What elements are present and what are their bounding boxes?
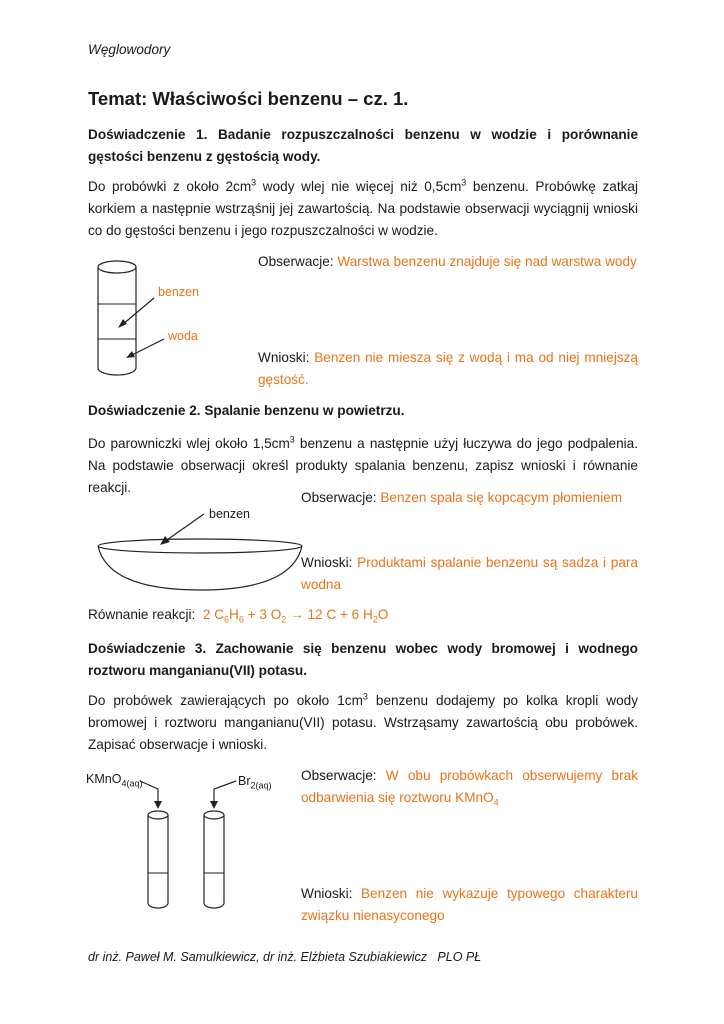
eq-c1: 2 C: [202, 607, 225, 622]
exp2-conclusion: [301, 552, 638, 596]
eq-s4: 2: [372, 614, 378, 625]
eq-c4: 12 C + 6 H: [303, 607, 373, 622]
exp3-text-a: Do probówek zawierających po około 1cm: [88, 693, 363, 708]
reaction-equation: [88, 604, 638, 626]
exp1-instructions: [88, 176, 638, 242]
exp3-concl-label: Wnioski:: [301, 886, 353, 901]
equation-label: Równanie reakcji:: [88, 607, 196, 622]
exp3-heading: Doświadczenie 3. Zachowanie się benzenu wobec wody bromowej i wodnego roztworu manganianu(VII) potasu.: [88, 641, 638, 678]
tube-right-rim: [204, 811, 224, 819]
exp2-concl-label: Wnioski:: [301, 555, 353, 570]
exp1-text-b: wody wlej nie więcej niż 0,5cm: [256, 179, 462, 194]
arrow-woda-head: [126, 351, 135, 358]
exp3-sup: 3: [362, 691, 368, 702]
exp1-concl-label: Wnioski:: [258, 350, 310, 365]
exp1-sup1: 3: [251, 177, 257, 188]
exp3-obs-value: W obu probówkach obserwujemy brak odbarwienia się roztworu KMnO: [301, 768, 638, 805]
two-test-tubes-figure: [130, 775, 270, 930]
exp1-concl-value: Benzen nie miesza się z wodą i ma od niej mniejszą gęstość.: [258, 350, 638, 387]
exp2-sup: 3: [289, 434, 295, 445]
exp3-conclusion: [301, 883, 638, 927]
page-title: Temat: Właściwości benzenu – cz. 1.: [88, 88, 409, 109]
exp3-concl-value: Benzen nie wykazuje typowego charakteru związku nienasyconego: [301, 886, 638, 923]
exp1-obs-label: Obserwacje:: [258, 254, 334, 269]
label-benzen: benzen: [158, 285, 200, 299]
exp1-obs-value: Warstwa benzenu znajduje się nad warstwa wody: [337, 254, 637, 269]
exp2-obs-label: Obserwacje:: [301, 490, 377, 505]
exp1-heading: Doświadczenie 1. Badanie rozpuszczalności benzenu w wodzie i porównanie gęstości benzenu z gęstością wody.: [88, 127, 638, 164]
exp3-instructions: [88, 690, 638, 756]
dish-rim: [98, 539, 302, 553]
tube-right-body: [204, 815, 224, 908]
eq-c5: O: [377, 607, 389, 622]
tube-left-rim: [148, 811, 168, 819]
label-br2-sub: 2(aq): [250, 780, 272, 791]
arrow-benzen: [122, 298, 154, 325]
exp2-text-a: Do parowniczki wlej około 1,5cm: [88, 436, 290, 451]
eq-c3: + 3 O: [243, 607, 282, 622]
eq-s2: 6: [238, 614, 244, 625]
exp3-observation: [301, 765, 638, 809]
test-tube-body: [98, 267, 136, 375]
exp1-text-c: benzenu. Probówkę zatkaj korkiem a następnie wstrząśnij jej zawartością. Na podstawie obserwacji wyciągnij wnioski co do gęstości benzenu i jego rozpuszczalności w wodzie.: [88, 179, 638, 238]
exp2-observation: [301, 487, 638, 509]
running-header: Węglowodory: [88, 42, 171, 57]
arrow-br2: [214, 781, 236, 803]
label-dish-benzen: benzen: [209, 507, 251, 521]
label-br2-text: Br: [238, 774, 251, 788]
tube-left-body: [148, 815, 168, 908]
exp1-observation: [258, 251, 638, 273]
arrow-benzen-head: [118, 319, 127, 328]
label-woda: woda: [168, 329, 198, 343]
arrow-br2-head: [210, 801, 218, 809]
page-footer: dr inż. Paweł M. Samulkiewicz, dr inż. Elżbieta Szubiakiewicz PLO PŁ: [88, 950, 482, 964]
exp3-text-b: benzenu dodajemy po kolka kropli wody bromowej i roztworu manganianu(VII) potasu. Wstrząsamy zawartością obu probówek. Zapisać obserwacje i wnioski.: [88, 693, 638, 752]
exp1-text-a: Do probówki z około 2cm: [88, 179, 252, 194]
test-tube-figure: [90, 255, 160, 385]
exp2-text-b: benzenu a następnie użyj łuczywa do jego podpalenia. Na podstawie obserwacji określ produkty spalania benzenu, zapisz wnioski i równanie reakcji.: [88, 436, 639, 495]
eq-s1: 6: [224, 614, 230, 625]
arrow-kmno4: [140, 781, 158, 803]
exp1-sup2: 3: [461, 177, 467, 188]
evaporating-dish-figure: [94, 500, 304, 600]
arrow-dish-benzen: [164, 514, 204, 542]
exp2-obs-value: Benzen spala się kopcącym płomieniem: [380, 490, 623, 505]
label-kmno4-text: KMnO: [86, 772, 122, 786]
exp3-obs-sub: 4: [493, 797, 499, 808]
arrow-woda: [130, 339, 164, 356]
eq-s3: 2: [281, 614, 287, 625]
eq-c2: H: [229, 607, 239, 622]
exp1-conclusion: [258, 347, 638, 391]
exp2-heading: Doświadczenie 2. Spalanie benzenu w powietrzu.: [88, 403, 405, 418]
arrow-kmno4-head: [154, 801, 162, 809]
exp3-obs-label: Obserwacje:: [301, 768, 377, 783]
eq-arrow-icon: →: [290, 607, 304, 622]
exp2-concl-value: Produktami spalanie benzenu są sadza i para wodna: [301, 555, 638, 592]
equation-value: [202, 607, 389, 625]
test-tube-rim: [98, 261, 136, 273]
label-kmno4-sub: 4(aq): [121, 778, 143, 789]
